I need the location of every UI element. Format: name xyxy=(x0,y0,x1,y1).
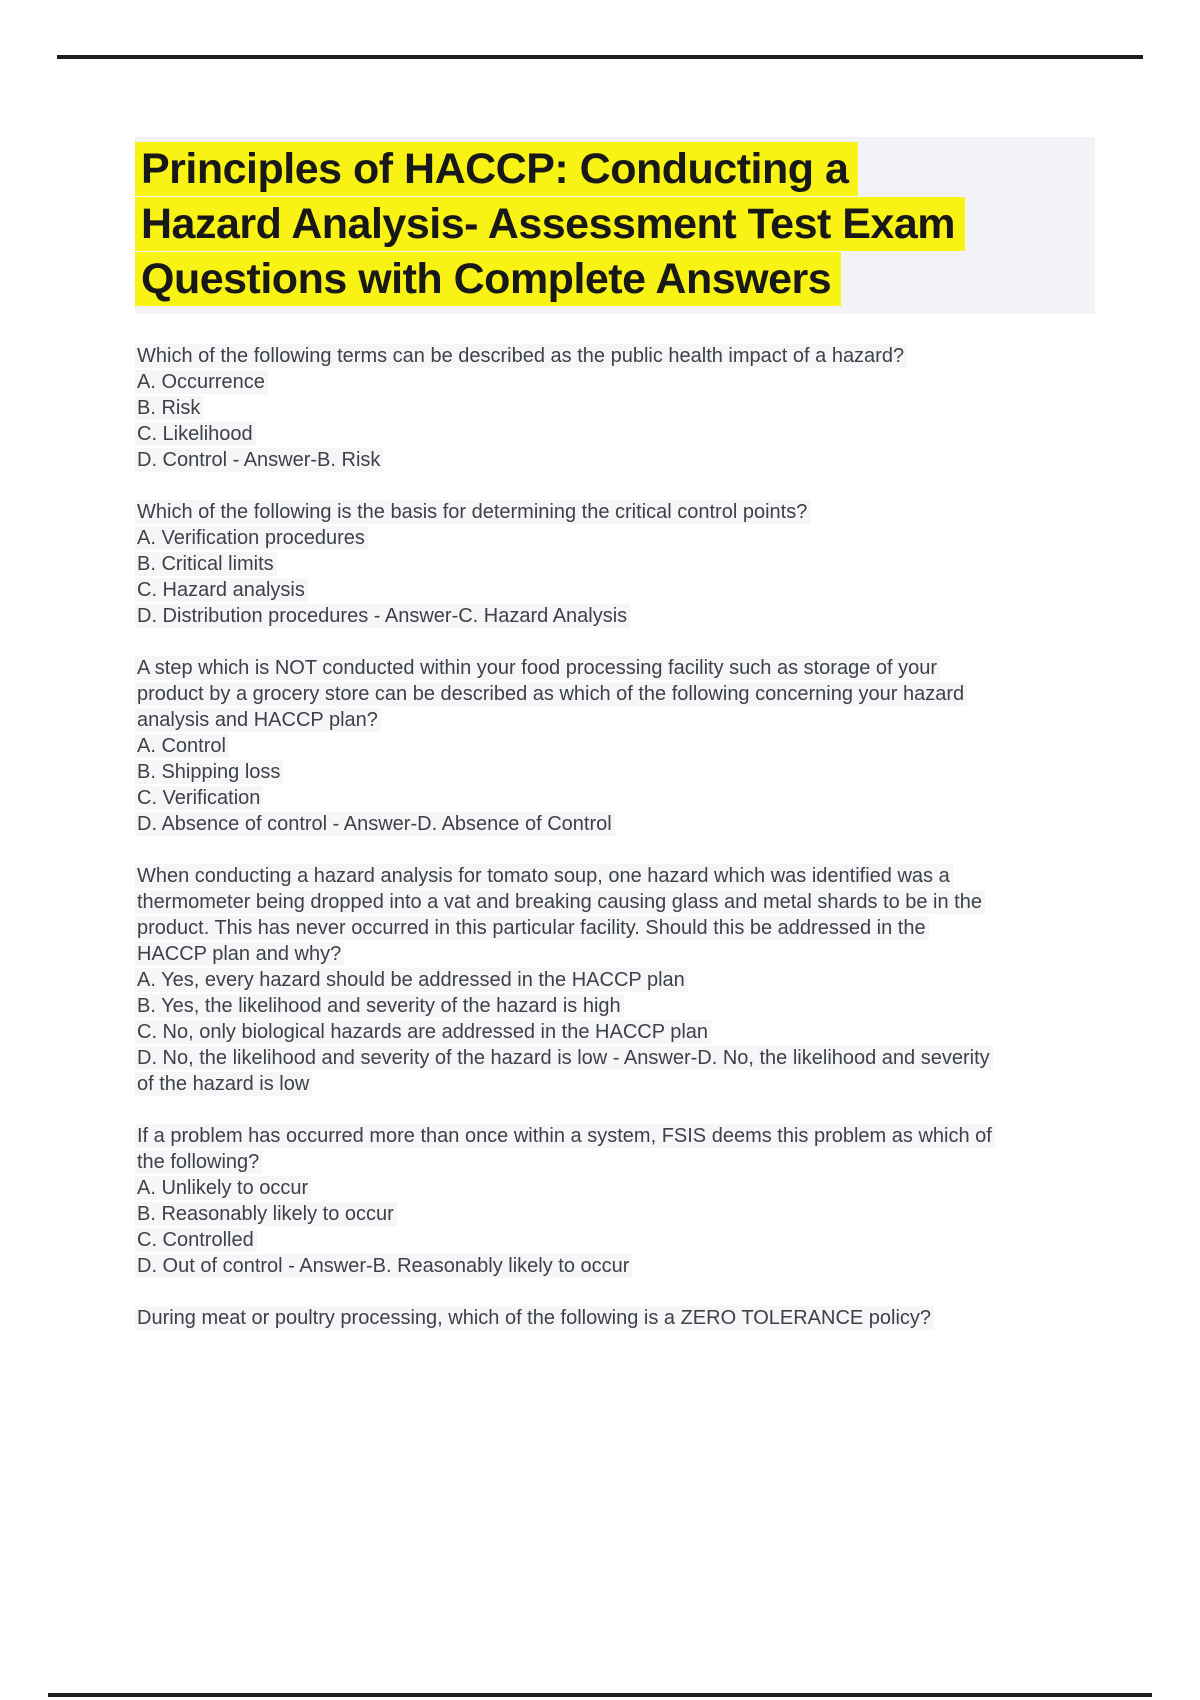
option-text: B. Critical limits xyxy=(135,552,277,576)
option-line xyxy=(135,1201,995,1227)
question-text xyxy=(135,655,995,733)
option-text: A. Unlikely to occur xyxy=(135,1176,311,1200)
option-line xyxy=(135,785,995,811)
option-line xyxy=(135,759,995,785)
option-text: D. Control - Answer-B. Risk xyxy=(135,448,383,472)
question-text xyxy=(135,1123,995,1175)
question-block xyxy=(135,655,995,837)
question-block xyxy=(135,499,995,629)
question-text-highlight: When conducting a hazard analysis for tomato soup, one hazard which was identified was a thermometer being dropped into a vat and breaking causing glass and metal shards to be in the product. This has never occurred in this particular facility. Should this be addressed in the HACCP plan and why? xyxy=(135,864,985,966)
title-line xyxy=(135,197,1095,252)
top-rule xyxy=(57,55,1143,59)
option-text: B. Shipping loss xyxy=(135,760,283,784)
question-block xyxy=(135,863,995,1097)
option-text: A. Occurrence xyxy=(135,370,268,394)
question-text xyxy=(135,863,995,967)
option-line xyxy=(135,1019,995,1045)
question-text xyxy=(135,499,995,525)
option-line xyxy=(135,603,995,629)
title-highlight: Principles of HACCP: Conducting a xyxy=(135,142,858,196)
option-text: C. Verification xyxy=(135,786,263,810)
page-title xyxy=(135,137,1095,314)
option-line xyxy=(135,733,995,759)
option-text: C. Likelihood xyxy=(135,422,256,446)
option-line xyxy=(135,369,995,395)
title-highlight: Questions with Complete Answers xyxy=(135,252,841,306)
option-line xyxy=(135,577,995,603)
option-line xyxy=(135,525,995,551)
question-text-highlight: During meat or poultry processing, which of the following is a ZERO TOLERANCE policy? xyxy=(135,1306,934,1330)
bottom-rule xyxy=(48,1693,1152,1697)
option-line xyxy=(135,395,995,421)
option-text: D. Absence of control - Answer-D. Absence of Control xyxy=(135,812,615,836)
option-text: A. Control xyxy=(135,734,229,758)
option-line xyxy=(135,967,995,993)
option-line xyxy=(135,551,995,577)
option-line xyxy=(135,1253,995,1279)
option-text: D. No, the likelihood and severity of the hazard is low - Answer-D. No, the likelihood and severity of the hazard is low xyxy=(135,1046,993,1096)
question-block xyxy=(135,1305,995,1331)
option-text: A. Verification procedures xyxy=(135,526,368,550)
option-line xyxy=(135,447,995,473)
question-block xyxy=(135,343,995,473)
option-line xyxy=(135,993,995,1019)
option-line xyxy=(135,1045,995,1097)
title-highlight: Hazard Analysis- Assessment Test Exam xyxy=(135,197,965,251)
option-text: D. Out of control - Answer-B. Reasonably likely to occur xyxy=(135,1254,632,1278)
option-line xyxy=(135,1227,995,1253)
title-line xyxy=(135,252,1095,307)
question-text-highlight: If a problem has occurred more than once within a system, FSIS deems this problem as which of the following? xyxy=(135,1124,995,1174)
option-text: C. No, only biological hazards are addressed in the HACCP plan xyxy=(135,1020,711,1044)
question-text-highlight: Which of the following is the basis for determining the critical control points? xyxy=(135,500,810,524)
option-text: B. Reasonably likely to occur xyxy=(135,1202,397,1226)
option-line xyxy=(135,811,995,837)
option-text: B. Yes, the likelihood and severity of the hazard is high xyxy=(135,994,624,1018)
option-line xyxy=(135,421,995,447)
question-text xyxy=(135,1305,995,1331)
option-text: A. Yes, every hazard should be addressed in the HACCP plan xyxy=(135,968,688,992)
question-text-highlight: A step which is NOT conducted within your food processing facility such as storage of your product by a grocery store can be described as which of the following concerning your hazard analysis and HACCP plan? xyxy=(135,656,967,732)
question-list xyxy=(135,343,995,1357)
question-text-highlight: Which of the following terms can be described as the public health impact of a hazard? xyxy=(135,344,907,368)
title-line xyxy=(135,142,1095,197)
question-text xyxy=(135,343,995,369)
question-block xyxy=(135,1123,995,1279)
option-text: C. Hazard analysis xyxy=(135,578,308,602)
option-text: C. Controlled xyxy=(135,1228,257,1252)
option-text: B. Risk xyxy=(135,396,203,420)
option-text: D. Distribution procedures - Answer-C. Hazard Analysis xyxy=(135,604,630,628)
option-line xyxy=(135,1175,995,1201)
